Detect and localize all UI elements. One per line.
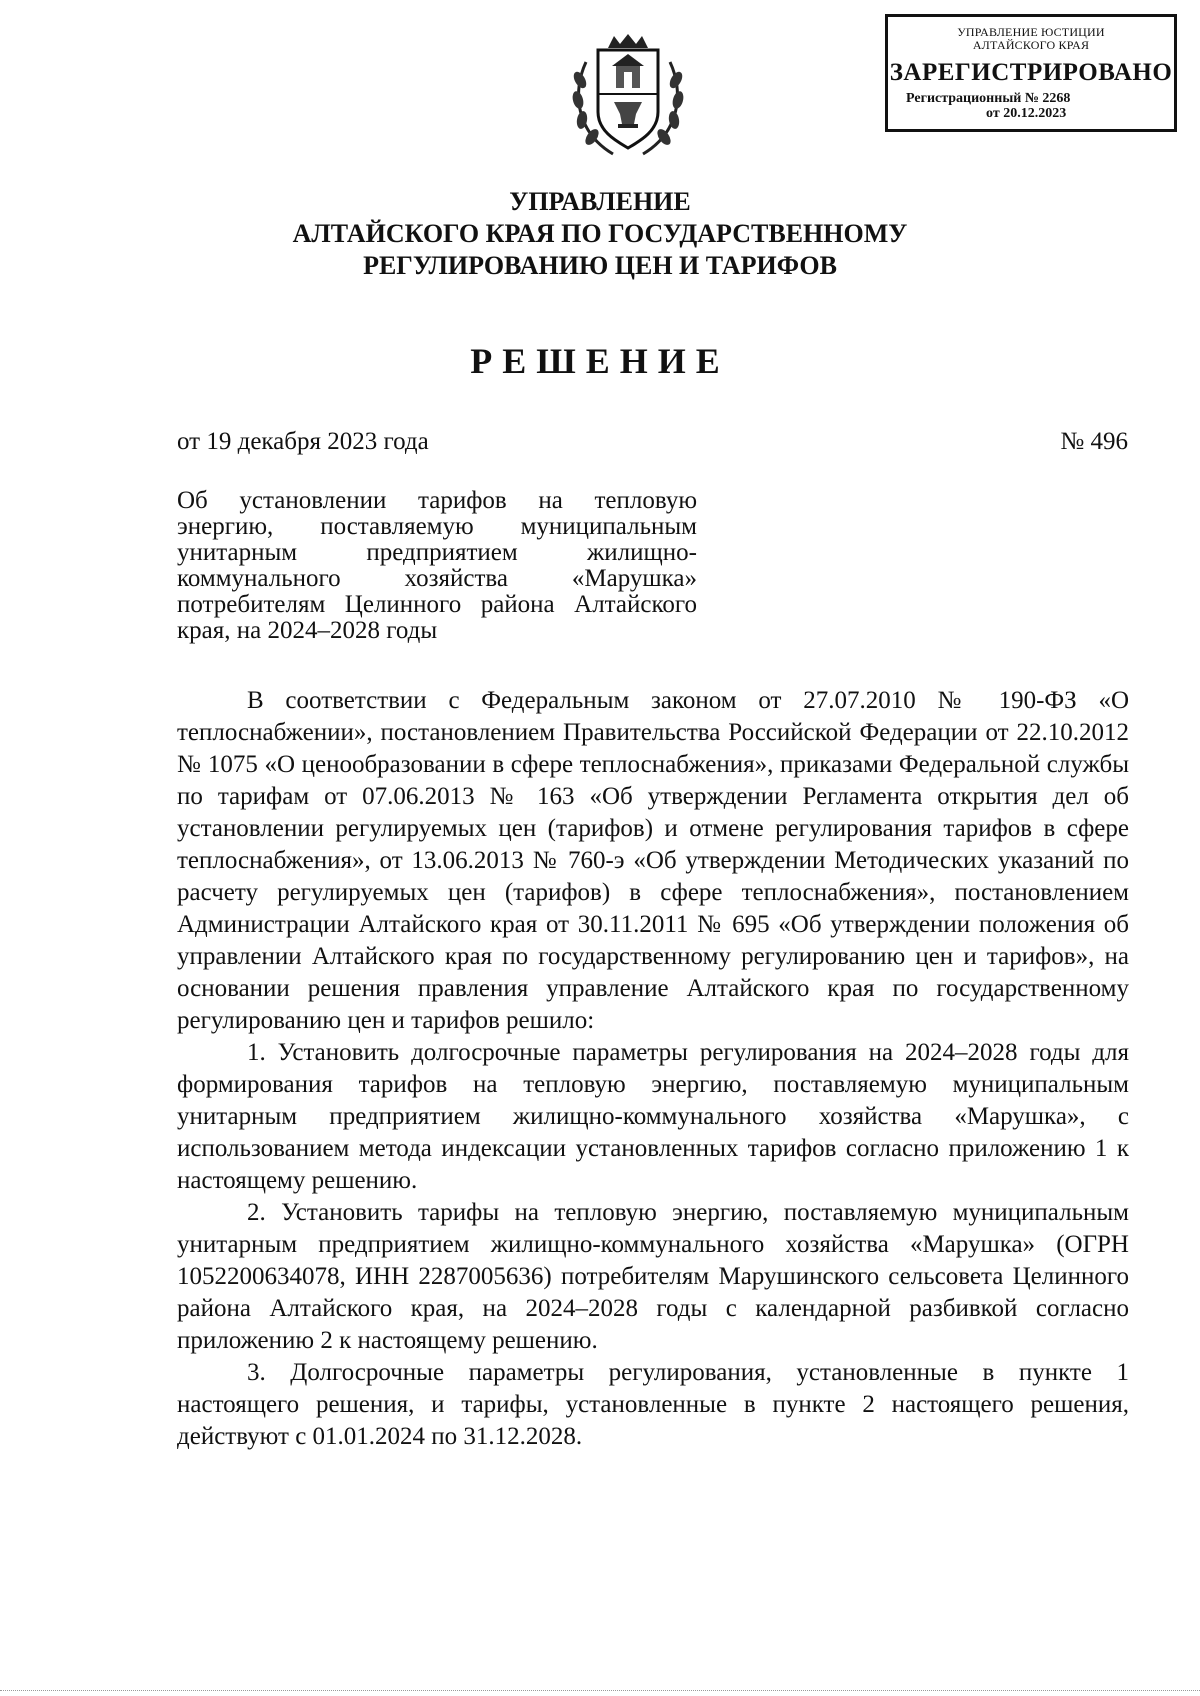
- registration-stamp: [885, 14, 1177, 132]
- body-item-3: 3. Долгосрочные параметры регулирования, установленные в пункте 1 настоящего решения, и тарифы, установленные в пункте 2 настоящего решения, действуют с 01.01.2024 по 31.12.2028.: [177, 1359, 1129, 1450]
- organization-title: [0, 186, 1200, 282]
- stamp-status: ЗАРЕГИСТРИРОВАНО: [889, 59, 1173, 86]
- document-number: № 496: [1060, 428, 1128, 455]
- document-date: от 19 декабря 2023 года: [177, 428, 429, 455]
- body-item-2: 2. Установить тарифы на тепловую энергию, поставляемую муниципальным унитарным предприятием жилищно-коммунального хозяйства «Марушка» (ОГРН 1052200634078, ИНН 2287005636) потребителям Марушинского сельсовета Целинного района Алтайского края, на 2024–2028 годы с календарной разбивкой согласно приложению 2 к настоящему решению.: [177, 1199, 1129, 1354]
- body-preamble: В соответствии с Федеральным законом от 27.07.2010 № 190-ФЗ «О теплоснабжении», постановлением Правительства Российской Федерации от 22.10.2012 № 1075 «О ценообразовании в сфере теплоснабжения», приказами Федеральной службы по тарифам от 07.06.2013 № 163 «Об утверждении Регламента открытия дел об установлении регулируемых цен (тарифов) и отмене регулирования тарифов в сфере теплоснабжения», от 13.06.2013 № 760-э «Об утверждении Методических указаний по расчету регулируемых цен (тарифов) в сфере теплоснабжения», постановлением Администрации Алтайского края от 30.11.2011 № 695 «Об утверждении положения об управлении Алтайского края по государственному регулированию цен и тарифов», на основании решения правления управление Алтайского края по государственному регулированию цен и тарифов решило:: [177, 687, 1129, 1034]
- org-line-1: УПРАВЛЕНИЕ: [509, 187, 691, 216]
- document-body: [177, 685, 1129, 1453]
- scan-edge-divider: [0, 1690, 1200, 1693]
- stamp-reg-date: от 20.12.2023: [986, 106, 1067, 121]
- document-type-title: РЕШЕНИЕ: [470, 341, 730, 381]
- document-subject: Об установлении тарифов на тепловую энергию, поставляемую муниципальным унитарным предприятием жилищно-коммунального хозяйства «Марушка» потребителям Целинного района Алтайского края, на 2024–2028 годы: [177, 487, 697, 644]
- org-line-3: РЕГУЛИРОВАНИЮ ЦЕН И ТАРИФОВ: [363, 251, 837, 280]
- org-line-2: АЛТАЙСКОГО КРАЯ ПО ГОСУДАРСТВЕННОМУ: [292, 219, 908, 248]
- stamp-reg-number: Регистрационный № 2268: [906, 91, 1071, 106]
- stamp-authority-line1: УПРАВЛЕНИЕ ЮСТИЦИИ: [957, 25, 1105, 39]
- coat-of-arms-icon: [568, 32, 688, 162]
- stamp-authority-line2: АЛТАЙСКОГО КРАЯ: [972, 38, 1090, 52]
- body-item-1: 1. Установить долгосрочные параметры регулирования на 2024–2028 годы для формирования тарифов на тепловую энергию, поставляемую муниципальным унитарным предприятием жилищно-коммунального хозяйства «Марушка», с использованием метода индексации установленных тарифов согласно приложению 1 к настоящему решению.: [177, 1039, 1129, 1194]
